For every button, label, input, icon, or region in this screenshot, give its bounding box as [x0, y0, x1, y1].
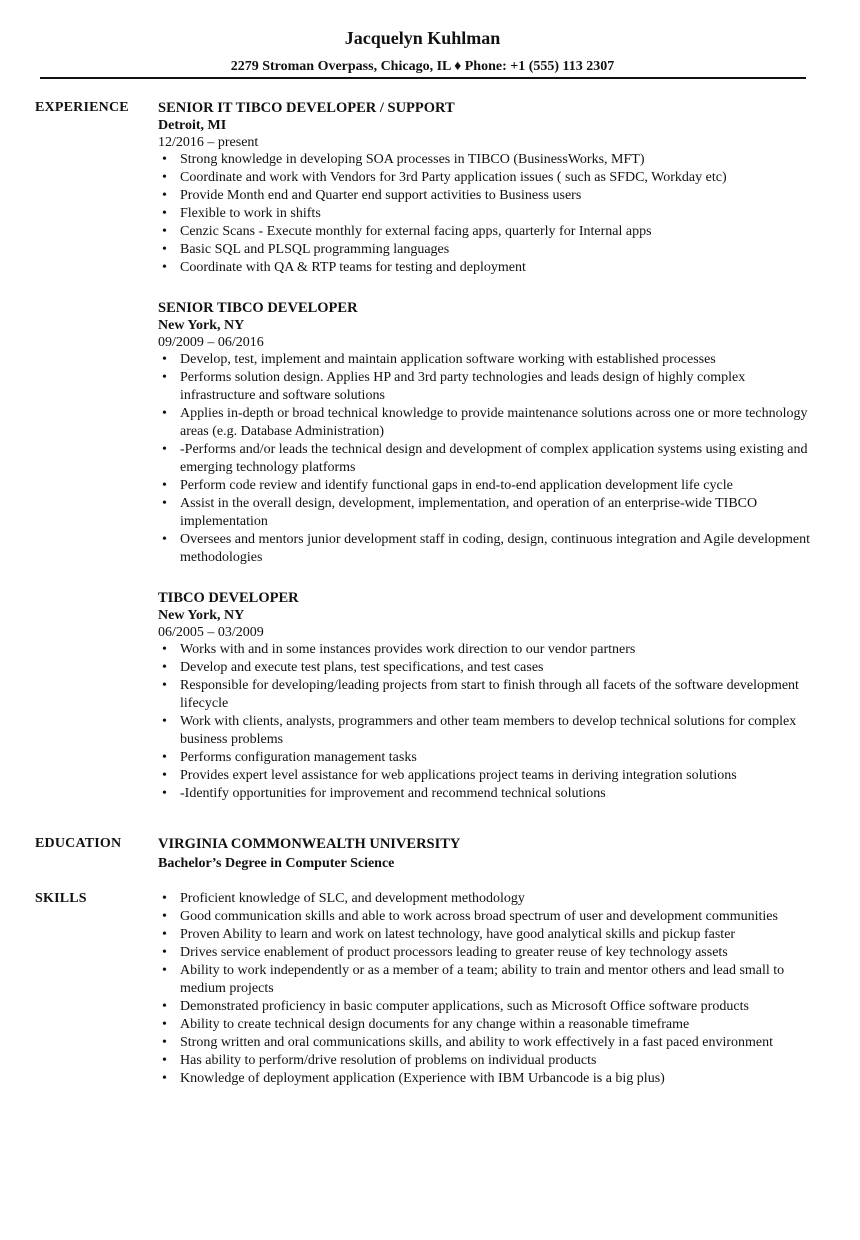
list-item: • Works with and in some instances provides work direction to our vendor partners — [158, 641, 818, 659]
list-item: • -Identify opportunities for improvement and recommend technical solutions — [158, 785, 818, 803]
section-label-experience: EXPERIENCE — [35, 100, 129, 115]
job-entry — [158, 589, 818, 803]
job-location: Detroit, MI — [158, 118, 227, 133]
job-entry — [158, 299, 818, 567]
list-item: • Performs configuration management tasks — [158, 749, 818, 767]
degree: Bachelor’s Degree in Computer Science — [158, 856, 395, 871]
job-dates: 06/2005 – 03/2009 — [158, 625, 264, 640]
job-dates: 09/2009 – 06/2016 — [158, 335, 264, 350]
list-item: • Has ability to perform/drive resolution of problems on individual products — [158, 1052, 818, 1070]
list-item: • Performs solution design. Applies HP and 3rd party technologies and leads design of highly complex infrastructure and software solutions — [158, 369, 818, 405]
job-location: New York, NY — [158, 318, 245, 333]
skills-list — [158, 890, 818, 1088]
list-item: • Perform code review and identify functional gaps in end-to-end application development life cycle — [158, 477, 818, 495]
list-item: • Strong knowledge in developing SOA processes in TIBCO (BusinessWorks, MFT) — [158, 151, 818, 169]
list-item: • Strong written and oral communications skills, and ability to work effectively in a fast paced environment — [158, 1034, 818, 1052]
list-item: • Provide Month end and Quarter end support activities to Business users — [158, 187, 818, 205]
list-item: • Knowledge of deployment application (Experience with IBM Urbancode is a big plus) — [158, 1070, 818, 1088]
list-item: • Good communication skills and able to work across broad spectrum of user and development communities — [158, 908, 818, 926]
job-title: TIBCO DEVELOPER — [158, 590, 299, 606]
list-item: • Flexible to work in shifts — [158, 205, 818, 223]
list-item: • Develop and execute test plans, test specifications, and test cases — [158, 659, 818, 677]
list-item: • Proven Ability to learn and work on latest technology, have good analytical skills and pickup faster — [158, 926, 818, 944]
list-item: • Ability to work independently or as a member of a team; ability to train and mentor others and lead small to medium projects — [158, 962, 818, 998]
contact-info: 2279 Stroman Overpass, Chicago, IL ♦ Phone: +1 (555) 113 2307 — [230, 59, 615, 74]
list-item: • Responsible for developing/leading projects from start to finish through all facets of the software development lifecycle — [158, 677, 818, 713]
job-dates: 12/2016 – present — [158, 135, 259, 150]
list-item: • Demonstrated proficiency in basic computer applications, such as Microsoft Office software products — [158, 998, 818, 1016]
header-divider — [40, 77, 806, 79]
list-item: • Proficient knowledge of SLC, and development methodology — [158, 890, 818, 908]
job-title: SENIOR TIBCO DEVELOPER — [158, 300, 358, 316]
list-item: • Develop, test, implement and maintain application software working with established processes — [158, 351, 818, 369]
experience-body — [158, 99, 818, 825]
list-item: • Drives service enablement of product processors leading to greater reuse of key technology assets — [158, 944, 818, 962]
job-bullets — [158, 641, 818, 803]
job-bullets — [158, 351, 818, 567]
list-item: • -Performs and/or leads the technical design and development of complex application systems using existing and emerging technology platforms — [158, 441, 818, 477]
skills-body — [158, 890, 818, 1088]
list-item: • Coordinate and work with Vendors for 3rd Party application issues ( such as SFDC, Workday etc) — [158, 169, 818, 187]
list-item: • Work with clients, analysts, programmers and other team members to develop technical solutions for complex business problems — [158, 713, 818, 749]
list-item: • Cenzic Scans - Execute monthly for external facing apps, quarterly for Internal apps — [158, 223, 818, 241]
candidate-name: Jacquelyn Kuhlman — [344, 28, 501, 48]
education-body — [158, 835, 818, 875]
list-item: • Ability to create technical design documents for any change within a reasonable timeframe — [158, 1016, 818, 1034]
list-item: • Assist in the overall design, development, implementation, and operation of an enterprise-wide TIBCO implementation — [158, 495, 818, 531]
list-item: • Coordinate with QA & RTP teams for testing and deployment — [158, 259, 818, 277]
job-location: New York, NY — [158, 608, 245, 623]
section-label-education: EDUCATION — [35, 836, 122, 851]
section-label-skills: SKILLS — [35, 891, 87, 906]
list-item: • Applies in-depth or broad technical knowledge to provide maintenance solutions across one or more technology areas (e.g. Database Administration) — [158, 405, 818, 441]
list-item: • Provides expert level assistance for web applications project teams in deriving integration solutions — [158, 767, 818, 785]
job-entry — [158, 99, 818, 277]
list-item: • Oversees and mentors junior development staff in coding, design, continuous integration and Agile development methodologies — [158, 531, 818, 567]
resume-header — [0, 24, 845, 76]
school-name: VIRGINIA COMMONWEALTH UNIVERSITY — [158, 836, 461, 852]
job-title: SENIOR IT TIBCO DEVELOPER / SUPPORT — [158, 100, 455, 116]
list-item: • Basic SQL and PLSQL programming languages — [158, 241, 818, 259]
job-bullets — [158, 151, 818, 277]
